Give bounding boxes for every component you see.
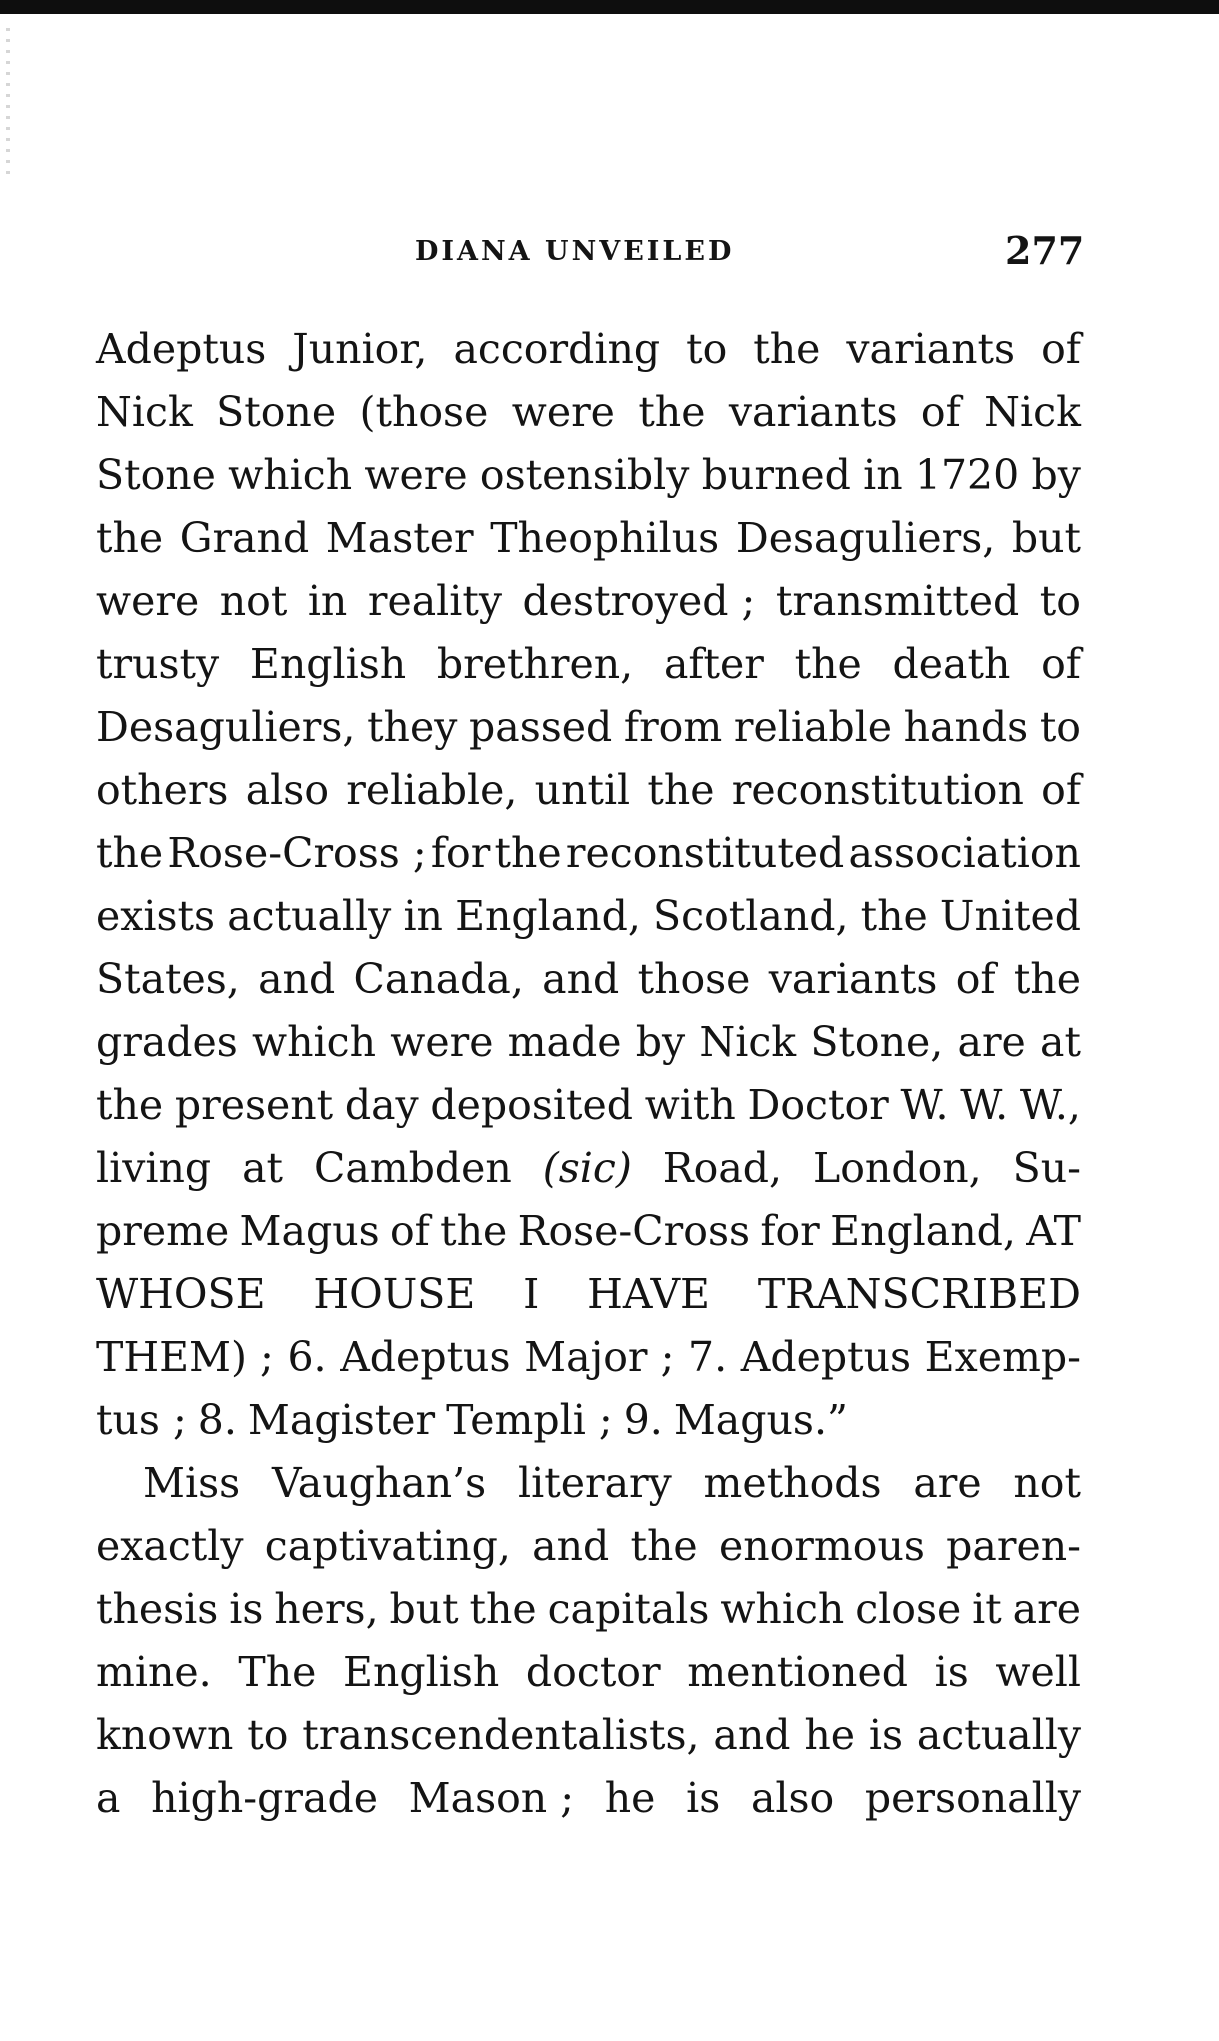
word: of bbox=[1041, 766, 1081, 814]
word: United bbox=[939, 892, 1081, 940]
word: Magus.” bbox=[673, 1396, 848, 1444]
word: Stone bbox=[216, 388, 337, 436]
word: trusty bbox=[96, 640, 220, 688]
word: I bbox=[523, 1270, 540, 1318]
word: W. bbox=[960, 1081, 1009, 1129]
word: in bbox=[307, 577, 348, 625]
page-edge-marks bbox=[6, 28, 10, 178]
word: 6. bbox=[287, 1333, 327, 1381]
word: variants bbox=[768, 955, 938, 1003]
word: day bbox=[344, 1081, 419, 1129]
text-line bbox=[96, 1011, 1081, 1074]
word: HOUSE bbox=[313, 1270, 476, 1318]
word: in bbox=[403, 892, 443, 940]
word: are bbox=[1012, 1585, 1081, 1633]
word: England, bbox=[830, 1207, 1016, 1255]
word: enormous bbox=[718, 1522, 925, 1570]
word: at bbox=[1040, 1018, 1081, 1066]
word: also bbox=[245, 766, 329, 814]
word: Cambden bbox=[313, 1144, 512, 1192]
word: reliable bbox=[733, 703, 893, 751]
word: Adeptus bbox=[740, 1333, 912, 1381]
word: thesis bbox=[96, 1585, 219, 1633]
word: which bbox=[720, 1585, 845, 1633]
running-head-title: DIANA UNVEILED bbox=[415, 236, 735, 267]
word: Desaguliers, bbox=[735, 514, 996, 562]
body-text bbox=[96, 318, 1081, 1830]
word: exists bbox=[96, 892, 216, 940]
word: Templi ; bbox=[446, 1396, 613, 1444]
running-head bbox=[0, 228, 1219, 273]
word: Desaguliers, bbox=[96, 703, 356, 751]
word: and bbox=[532, 1522, 610, 1570]
word: HAVE bbox=[587, 1270, 710, 1318]
word: tus ; bbox=[96, 1396, 187, 1444]
text-line bbox=[96, 381, 1081, 444]
word: Stone bbox=[96, 451, 216, 499]
word: death bbox=[892, 640, 1011, 688]
word: the bbox=[1013, 955, 1081, 1003]
word: Doctor bbox=[747, 1081, 889, 1129]
word: they bbox=[367, 703, 458, 751]
word: W. bbox=[900, 1081, 949, 1129]
text-line bbox=[96, 507, 1081, 570]
word: by bbox=[1031, 451, 1081, 499]
word: were bbox=[364, 451, 468, 499]
text-line bbox=[96, 759, 1081, 822]
word: were bbox=[96, 577, 200, 625]
word: TRANSCRIBED bbox=[757, 1270, 1081, 1318]
word: is bbox=[686, 1774, 721, 1822]
word: it bbox=[972, 1585, 1002, 1633]
word: reliable, bbox=[346, 766, 518, 814]
word: reality bbox=[367, 577, 503, 625]
word: THEM) ; bbox=[96, 1333, 274, 1381]
word: present bbox=[174, 1081, 334, 1129]
word: until bbox=[534, 766, 631, 814]
word: of bbox=[955, 955, 996, 1003]
word: Stone, bbox=[810, 1018, 944, 1066]
word: Adeptus bbox=[96, 325, 267, 373]
word: high-grade bbox=[151, 1774, 378, 1822]
word: hers, bbox=[274, 1585, 379, 1633]
word: Nick bbox=[96, 388, 193, 436]
word: London, bbox=[813, 1144, 982, 1192]
word: he bbox=[804, 1711, 856, 1759]
word: of bbox=[1041, 325, 1081, 373]
word: he bbox=[604, 1774, 656, 1822]
word: to bbox=[247, 1711, 289, 1759]
word: English bbox=[249, 640, 407, 688]
word: English bbox=[343, 1648, 500, 1696]
word: also bbox=[750, 1774, 835, 1822]
word: the bbox=[96, 514, 164, 562]
word: Theophilus bbox=[490, 514, 720, 562]
text-line bbox=[96, 1578, 1081, 1641]
word: destroyed ; bbox=[522, 577, 756, 625]
word: well bbox=[995, 1648, 1081, 1696]
word: brethren, bbox=[436, 640, 634, 688]
word: personally bbox=[864, 1774, 1081, 1822]
word: and bbox=[713, 1711, 791, 1759]
word: WHOSE bbox=[96, 1270, 266, 1318]
text-line bbox=[96, 444, 1081, 507]
word: Rose-Cross ; bbox=[167, 829, 427, 877]
word: a bbox=[96, 1774, 121, 1822]
word: is bbox=[934, 1648, 969, 1696]
word: actually bbox=[227, 892, 392, 940]
word: doctor bbox=[525, 1648, 661, 1696]
word: were bbox=[390, 1018, 494, 1066]
word: to bbox=[686, 325, 728, 373]
word: not bbox=[1013, 1459, 1081, 1507]
word: deposited bbox=[430, 1081, 633, 1129]
word: is bbox=[868, 1711, 904, 1759]
word: States, bbox=[96, 955, 240, 1003]
word: for bbox=[760, 1207, 820, 1255]
word: (those bbox=[359, 388, 489, 436]
word: which bbox=[252, 1018, 377, 1066]
word: the bbox=[860, 892, 928, 940]
word: the bbox=[494, 829, 562, 877]
text-line bbox=[96, 1263, 1081, 1326]
word: Road, bbox=[662, 1144, 783, 1192]
word: transmitted bbox=[775, 577, 1020, 625]
word: were bbox=[511, 388, 615, 436]
word: from bbox=[623, 703, 723, 751]
word: the bbox=[753, 325, 821, 373]
word: others bbox=[96, 766, 229, 814]
word: transcendentalists, bbox=[302, 1711, 700, 1759]
word: (sic) bbox=[542, 1144, 632, 1192]
text-line bbox=[96, 1452, 1081, 1515]
top-border-rule bbox=[0, 0, 1219, 14]
word: Rose-Cross bbox=[517, 1207, 751, 1255]
word: reconstituted bbox=[565, 829, 845, 877]
word: but bbox=[1011, 514, 1081, 562]
word: capitals bbox=[547, 1585, 710, 1633]
word: the bbox=[96, 1081, 164, 1129]
word: reconstitution bbox=[731, 766, 1024, 814]
text-line bbox=[96, 1137, 1081, 1200]
text-line bbox=[96, 1326, 1081, 1389]
text-line bbox=[96, 948, 1081, 1011]
word: not bbox=[219, 577, 288, 625]
word: variants bbox=[728, 388, 898, 436]
word: literary bbox=[518, 1459, 672, 1507]
word: for bbox=[430, 829, 491, 877]
text-line bbox=[96, 1767, 1081, 1830]
word: burned bbox=[701, 451, 851, 499]
word: England, bbox=[455, 892, 641, 940]
text-line bbox=[96, 1641, 1081, 1704]
word: 9. bbox=[623, 1396, 663, 1444]
word: with bbox=[644, 1081, 736, 1129]
text-line bbox=[96, 1704, 1081, 1767]
word: captivating, bbox=[264, 1522, 511, 1570]
word: Major ; bbox=[524, 1333, 675, 1381]
word: ostensibly bbox=[479, 451, 690, 499]
word: by bbox=[635, 1018, 686, 1066]
word: those bbox=[637, 955, 751, 1003]
word: and bbox=[542, 955, 620, 1003]
word: the bbox=[469, 1585, 537, 1633]
word: Su- bbox=[1012, 1144, 1081, 1192]
text-line bbox=[96, 1074, 1081, 1137]
word: preme bbox=[96, 1207, 230, 1255]
word: Nick bbox=[984, 388, 1081, 436]
word: of bbox=[1041, 640, 1081, 688]
text-line bbox=[96, 1389, 1081, 1452]
word: Miss bbox=[143, 1459, 241, 1507]
word: living bbox=[96, 1144, 212, 1192]
word: close bbox=[855, 1585, 962, 1633]
word: Vaughan’s bbox=[271, 1459, 487, 1507]
word: are bbox=[913, 1459, 982, 1507]
word: Canada, bbox=[353, 955, 524, 1003]
word: paren- bbox=[946, 1522, 1081, 1570]
text-line bbox=[96, 570, 1081, 633]
word: at bbox=[242, 1144, 284, 1192]
word: but bbox=[389, 1585, 459, 1633]
word: Magister bbox=[247, 1396, 436, 1444]
word: the bbox=[647, 766, 715, 814]
word: W., bbox=[1019, 1081, 1081, 1129]
word: Magus bbox=[239, 1207, 380, 1255]
word: of bbox=[920, 388, 961, 436]
word: which bbox=[228, 451, 353, 499]
word: Mason ; bbox=[408, 1774, 575, 1822]
word: made bbox=[507, 1018, 622, 1066]
word: is bbox=[229, 1585, 264, 1633]
word: variants bbox=[846, 325, 1016, 373]
word: the bbox=[630, 1522, 698, 1570]
word: Adeptus bbox=[340, 1333, 511, 1381]
text-line bbox=[96, 885, 1081, 948]
text-line bbox=[96, 696, 1081, 759]
word: after bbox=[663, 640, 764, 688]
word: the bbox=[96, 829, 164, 877]
word: and bbox=[258, 955, 336, 1003]
word: actually bbox=[916, 1711, 1081, 1759]
word: methods bbox=[703, 1459, 882, 1507]
word: AT bbox=[1026, 1207, 1081, 1255]
text-line bbox=[96, 1515, 1081, 1578]
word: Exemp- bbox=[924, 1333, 1081, 1381]
word: known bbox=[96, 1711, 234, 1759]
text-line bbox=[96, 822, 1081, 885]
word: Scotland, bbox=[653, 892, 849, 940]
page-number: 277 bbox=[1005, 228, 1085, 273]
word: Junior, bbox=[292, 325, 428, 373]
word: the bbox=[794, 640, 862, 688]
word: exactly bbox=[96, 1522, 244, 1570]
word: are bbox=[957, 1018, 1026, 1066]
word: in bbox=[863, 451, 903, 499]
word: hands bbox=[903, 703, 1029, 751]
word: The bbox=[238, 1648, 317, 1696]
word: according bbox=[453, 325, 661, 373]
word: Master bbox=[325, 514, 474, 562]
word: of bbox=[389, 1207, 430, 1255]
text-line bbox=[96, 318, 1081, 381]
word: to bbox=[1039, 703, 1081, 751]
word: mentioned bbox=[687, 1648, 908, 1696]
word: the bbox=[440, 1207, 508, 1255]
word: 8. bbox=[197, 1396, 237, 1444]
word: passed bbox=[469, 703, 613, 751]
word: Grand bbox=[179, 514, 310, 562]
word: 7. bbox=[688, 1333, 728, 1381]
word: Nick bbox=[699, 1018, 797, 1066]
word: mine. bbox=[96, 1648, 212, 1696]
word: association bbox=[848, 829, 1081, 877]
word: 1720 bbox=[914, 451, 1020, 499]
word: to bbox=[1039, 577, 1081, 625]
text-line bbox=[96, 633, 1081, 696]
word: grades bbox=[96, 1018, 238, 1066]
word: the bbox=[638, 388, 706, 436]
text-line bbox=[96, 1200, 1081, 1263]
